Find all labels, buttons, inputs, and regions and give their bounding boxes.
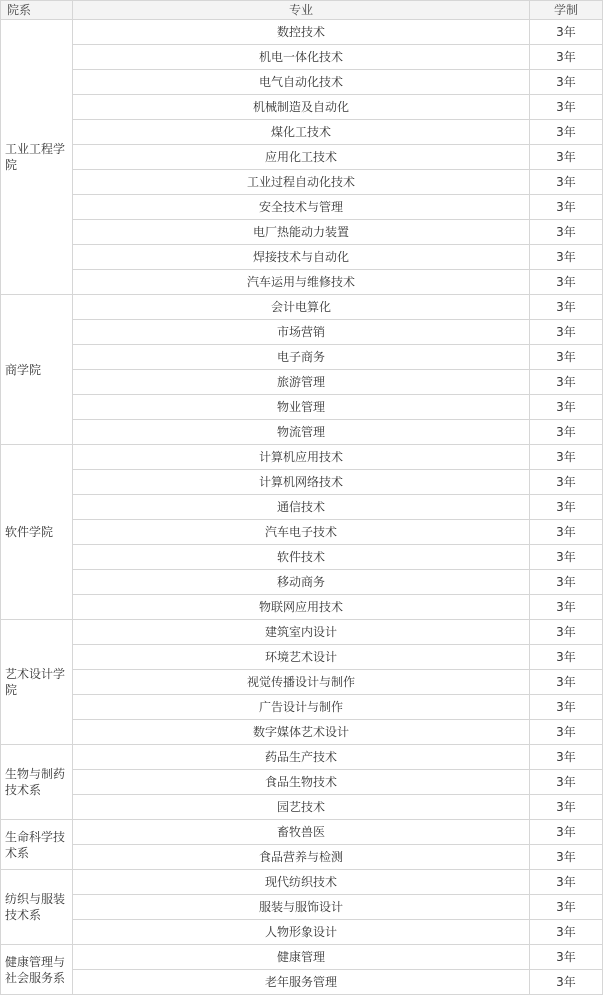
- table-row: [1, 70, 603, 95]
- duration-cell: 3年: [530, 295, 603, 320]
- table-row: [1, 95, 603, 120]
- duration-cell: 3年: [530, 120, 603, 145]
- major-cell: 焊接技术与自动化: [73, 245, 530, 270]
- department-cell: 生物与制药技术系: [1, 745, 73, 820]
- table-row: [1, 370, 603, 395]
- table-row: [1, 845, 603, 870]
- duration-cell: 3年: [530, 270, 603, 295]
- major-cell: 人物形象设计: [73, 920, 530, 945]
- table-row: [1, 395, 603, 420]
- major-cell: 物联网应用技术: [73, 595, 530, 620]
- table-row: [1, 320, 603, 345]
- department-cell: 健康管理与社会服务系: [1, 945, 73, 995]
- duration-cell: 3年: [530, 445, 603, 470]
- table-row: [1, 820, 603, 845]
- duration-cell: 3年: [530, 820, 603, 845]
- major-cell: 建筑室内设计: [73, 620, 530, 645]
- duration-cell: 3年: [530, 495, 603, 520]
- table-row: [1, 270, 603, 295]
- duration-cell: 3年: [530, 795, 603, 820]
- duration-cell: 3年: [530, 70, 603, 95]
- table-row: [1, 445, 603, 470]
- major-cell: 计算机网络技术: [73, 470, 530, 495]
- major-cell: 环境艺术设计: [73, 645, 530, 670]
- table-header: [1, 1, 603, 20]
- major-cell: 旅游管理: [73, 370, 530, 395]
- duration-cell: 3年: [530, 20, 603, 45]
- department-cell: 艺术设计学院: [1, 620, 73, 745]
- header-major: 专业: [73, 1, 530, 20]
- duration-cell: 3年: [530, 420, 603, 445]
- duration-cell: 3年: [530, 595, 603, 620]
- duration-cell: 3年: [530, 945, 603, 970]
- duration-cell: 3年: [530, 695, 603, 720]
- major-cell: 电气自动化技术: [73, 70, 530, 95]
- department-cell: 工业工程学院: [1, 20, 73, 295]
- table-row: [1, 670, 603, 695]
- table-row: [1, 720, 603, 745]
- major-cell: 健康管理: [73, 945, 530, 970]
- duration-cell: 3年: [530, 145, 603, 170]
- major-cell: 机电一体化技术: [73, 45, 530, 70]
- duration-cell: 3年: [530, 45, 603, 70]
- duration-cell: 3年: [530, 545, 603, 570]
- table-row: [1, 45, 603, 70]
- header-duration: 学制: [530, 1, 603, 20]
- header-department: 院系: [1, 1, 73, 20]
- duration-cell: 3年: [530, 720, 603, 745]
- major-cell: 数控技术: [73, 20, 530, 45]
- table-row: [1, 570, 603, 595]
- major-cell: 数字媒体艺术设计: [73, 720, 530, 745]
- duration-cell: 3年: [530, 195, 603, 220]
- major-cell: 电子商务: [73, 345, 530, 370]
- table-row: [1, 145, 603, 170]
- table-row: [1, 195, 603, 220]
- table-row: [1, 695, 603, 720]
- table-row: [1, 470, 603, 495]
- major-cell: 市场营销: [73, 320, 530, 345]
- table-row: [1, 595, 603, 620]
- table-body: [1, 20, 603, 995]
- department-cell: 纺织与服装技术系: [1, 870, 73, 945]
- table-row: [1, 120, 603, 145]
- duration-cell: 3年: [530, 520, 603, 545]
- table-row: [1, 245, 603, 270]
- table-row: [1, 420, 603, 445]
- table-row: [1, 545, 603, 570]
- table-row: [1, 920, 603, 945]
- table-row: [1, 870, 603, 895]
- major-cell: 园艺技术: [73, 795, 530, 820]
- table-row: [1, 945, 603, 970]
- major-cell: 老年服务管理: [73, 970, 530, 995]
- duration-cell: 3年: [530, 345, 603, 370]
- duration-cell: 3年: [530, 570, 603, 595]
- duration-cell: 3年: [530, 920, 603, 945]
- table-row: [1, 895, 603, 920]
- major-cell: 物业管理: [73, 395, 530, 420]
- major-cell: 物流管理: [73, 420, 530, 445]
- major-cell: 电厂热能动力装置: [73, 220, 530, 245]
- table-row: [1, 795, 603, 820]
- duration-cell: 3年: [530, 245, 603, 270]
- duration-cell: 3年: [530, 95, 603, 120]
- duration-cell: 3年: [530, 320, 603, 345]
- major-cell: 汽车运用与维修技术: [73, 270, 530, 295]
- department-cell: 商学院: [1, 295, 73, 445]
- duration-cell: 3年: [530, 645, 603, 670]
- major-cell: 软件技术: [73, 545, 530, 570]
- department-cell: 软件学院: [1, 445, 73, 620]
- department-cell: 生命科学技术系: [1, 820, 73, 870]
- duration-cell: 3年: [530, 670, 603, 695]
- duration-cell: 3年: [530, 620, 603, 645]
- duration-cell: 3年: [530, 170, 603, 195]
- duration-cell: 3年: [530, 745, 603, 770]
- table-row: [1, 520, 603, 545]
- duration-cell: 3年: [530, 970, 603, 995]
- duration-cell: 3年: [530, 395, 603, 420]
- table-row: [1, 770, 603, 795]
- table-row: [1, 495, 603, 520]
- duration-cell: 3年: [530, 370, 603, 395]
- major-cell: 计算机应用技术: [73, 445, 530, 470]
- header-row: [1, 1, 603, 20]
- major-cell: 工业过程自动化技术: [73, 170, 530, 195]
- table-row: [1, 620, 603, 645]
- table-row: [1, 970, 603, 995]
- major-cell: 视觉传播设计与制作: [73, 670, 530, 695]
- table-row: [1, 170, 603, 195]
- major-cell: 现代纺织技术: [73, 870, 530, 895]
- table-row: [1, 645, 603, 670]
- major-cell: 药品生产技术: [73, 745, 530, 770]
- duration-cell: 3年: [530, 870, 603, 895]
- major-cell: 广告设计与制作: [73, 695, 530, 720]
- major-cell: 畜牧兽医: [73, 820, 530, 845]
- major-cell: 汽车电子技术: [73, 520, 530, 545]
- duration-cell: 3年: [530, 770, 603, 795]
- major-cell: 安全技术与管理: [73, 195, 530, 220]
- table-row: [1, 20, 603, 45]
- major-cell: 应用化工技术: [73, 145, 530, 170]
- duration-cell: 3年: [530, 220, 603, 245]
- major-cell: 服装与服饰设计: [73, 895, 530, 920]
- duration-cell: 3年: [530, 845, 603, 870]
- duration-cell: 3年: [530, 470, 603, 495]
- major-cell: 通信技术: [73, 495, 530, 520]
- table-row: [1, 345, 603, 370]
- major-cell: 移动商务: [73, 570, 530, 595]
- major-cell: 会计电算化: [73, 295, 530, 320]
- major-cell: 食品营养与检测: [73, 845, 530, 870]
- major-cell: 食品生物技术: [73, 770, 530, 795]
- major-cell: 煤化工技术: [73, 120, 530, 145]
- table-row: [1, 295, 603, 320]
- table-row: [1, 220, 603, 245]
- table-row: [1, 745, 603, 770]
- duration-cell: 3年: [530, 895, 603, 920]
- major-cell: 机械制造及自动化: [73, 95, 530, 120]
